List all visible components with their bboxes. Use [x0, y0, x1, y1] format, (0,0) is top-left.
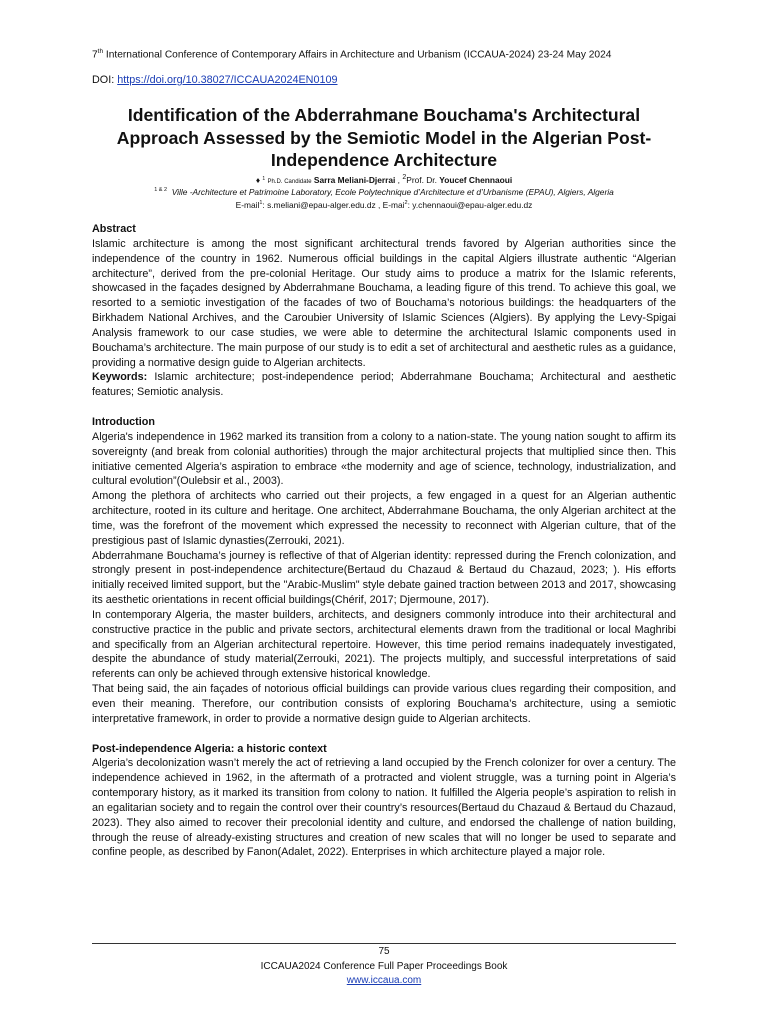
- page-number: 75: [378, 946, 390, 957]
- body-text: [92, 222, 676, 860]
- title-line-3: Independence Architecture: [270, 150, 498, 170]
- intro-paragraph-5: That being said, the ain façades of notorious official buildings can provide various clues regarding their composition, and even their meaning. Therefore, our contribution consists of exploring Bouchama’s architecture, using a semiotic interpretative framework, in order to provide a normative design guide to Algerian architects.: [92, 683, 676, 725]
- title-line-1: Identification of the Abderrahmane Bouchama's Architectural: [127, 105, 641, 125]
- email-2: : y.chennaoui@epau-alger.edu.dz: [407, 199, 533, 210]
- doi-link[interactable]: https://doi.org/10.38027/ICCAUA2024EN0109: [117, 74, 338, 86]
- author-1-name: Sarra Meliani-Djerrai: [313, 174, 396, 185]
- website-link[interactable]: www.iccaua.com: [346, 975, 422, 986]
- keywords: Keywords: Islamic architecture; post-independence period; Abderrahmane Bouchama; Architectural and aesthetic features; Semiotic analysis.: [92, 371, 676, 399]
- intro-paragraph-3: Abderrahmane Bouchama’s journey is reflective of that of Algerian identity: repressed during the French colonization, and strongly present in post-independence architecture(Bertaud du Chazaud & Bertaud du Chazaud, 2023; ). His efforts initially received limited support, but the "Arabic-Muslim" style debate gained traction between 2013 and 2017, showcasing its aesthetic orientations in recent official buildings(Chérif, 2017; Djermoune, 2017).: [92, 549, 676, 607]
- intro-paragraph-2: Among the plethora of architects who carried out their projects, a few engaged in a quest for an Algerian authentic architecture, rooted in its culture and heritage. One architect, Abderrahmane Bouchama, the only Algerian architect at the time, was the forefront of the movement which expressed the necessity to reconnect with Algerian culture, that of the prestigious past of Islamic dynasties(Zerrouki, 2021).: [92, 490, 676, 547]
- email-line: E-mail$^1$: s.meliani@epau-alger.edu.dz , E-mai$^2$: y.chennaoui@epau-alger.edu.dz: [235, 199, 533, 210]
- paper-title: [92, 104, 676, 172]
- proceedings-title: ICCAUA2024 Conference Full Paper Proceedings Book: [260, 961, 508, 972]
- author-line: ♦ $^1$ Ph.D. Candidate Sarra Meliani-Djerrai , $^2$Prof. Dr. Youcef Chennaoui: [255, 174, 513, 185]
- footer-site: [92, 975, 676, 986]
- context-paragraph-1: Algeria’s decolonization wasn’t merely the act of retrieving a land occupied by the French colonizer for over a century. The independence achieved in 1962, in the aftermath of a protracted and violent struggle, was a turning point in Algeria’s contemporary history, as it marked its transition from colony to nation. It fulfilled the Algeria people’s aspiration to relish in an egalitarian society and to regain the control over their country’s resources(Bertaud du Chazaud & Bertaud du Chazaud, 2023). They also aimed to recover their precolonial identity and culture, and endorsed the challenge of nation building, through the reuse of already-existing structures and creation of new scales that will no longer be used to separate and confine people, as described by Fanon(Adalet, 2022). Enterprises in which architecture played a major role.: [92, 757, 676, 859]
- affiliation: $^{1 \& 2}$ Ville -Architecture et Patrimoine Laboratory, Ecole Polytechnique d’Architecture et d’Urbanisme (EPAU), Algiers, Algeria: [154, 186, 614, 197]
- footer-divider: [92, 943, 676, 944]
- introduction-heading: Introduction: [92, 415, 155, 428]
- doi-line: [92, 74, 338, 86]
- context-heading: Post-independence Algeria: a historic context: [92, 742, 327, 755]
- conference-header: 7th International Conference of Contemporary Affairs in Architecture and Urbanism (ICCAUA-2024) 23-24 May 2024: [92, 48, 612, 61]
- intro-paragraph-1: Algeria's independence in 1962 marked its transition from a colony to a nation-state. The young nation sought to affirm its sovereignty (and break from colonial authorities) through the major architectural projects that multiplied since then. This initiative cemented Algeria’s aspiration to embrace «the modernity and age of science, technology, industrialization, and cultural evolution”(Oulebsir et al., 2003).: [92, 430, 676, 488]
- email-1: : s.meliani@epau-alger.edu.dz: [262, 199, 376, 210]
- intro-paragraph-4: In contemporary Algeria, the master builders, architects, and designers commonly introduce into their architectural and constructive practice in the public and private sectors, architectural elements drawn from the traditional or local Maghribi and specifically from an Algerian architectural repertoire. However, this time period remains inadequately investigated, despite the abundance of study material(Zerrouki, 2021). The projects multiply, and successful interpretations of said referents can only be achieved through extensive historical knowledge.: [92, 608, 676, 681]
- doi-label: DOI:: [92, 74, 118, 86]
- author-marker-icon: ♦: [255, 174, 261, 185]
- abstract-text: Islamic architecture is among the most significant architectural trends favored by Algerian authorities since the independence of the country in 1962. Numerous official buildings in the capital Algiers illustrate authentic “Algerian architecture”, derived from the pre-colonial Heritage. Our study aims to produce a matrix for the Islamic referents, showcased in the façades designed by Abderrahmane Bouchama, a leading figure of this trend. To achieve this goal, we resorted to a semiotic investigation of the facades of two of Bouchama’s notorious buildings: the headquarters of the Birkhadem National Archives, and the Caroubier University of Islamic Sciences (Algiers). By applying the Levy-Spigai Analysis framework to our case studies, we were able to determine the architectural Islamic components used in Bouchama’s architecture. The main purpose of our study is to edit a set of architectural and aesthetic rules as a guidance, providing a normative design guide to Algerian architects.: [92, 237, 676, 369]
- abstract-heading: Abstract: [92, 223, 136, 235]
- author-2-name: Youcef Chennaoui: [439, 174, 513, 185]
- title-line-2: Approach Assessed by the Semiotic Model in the Algerian Post-: [116, 127, 652, 148]
